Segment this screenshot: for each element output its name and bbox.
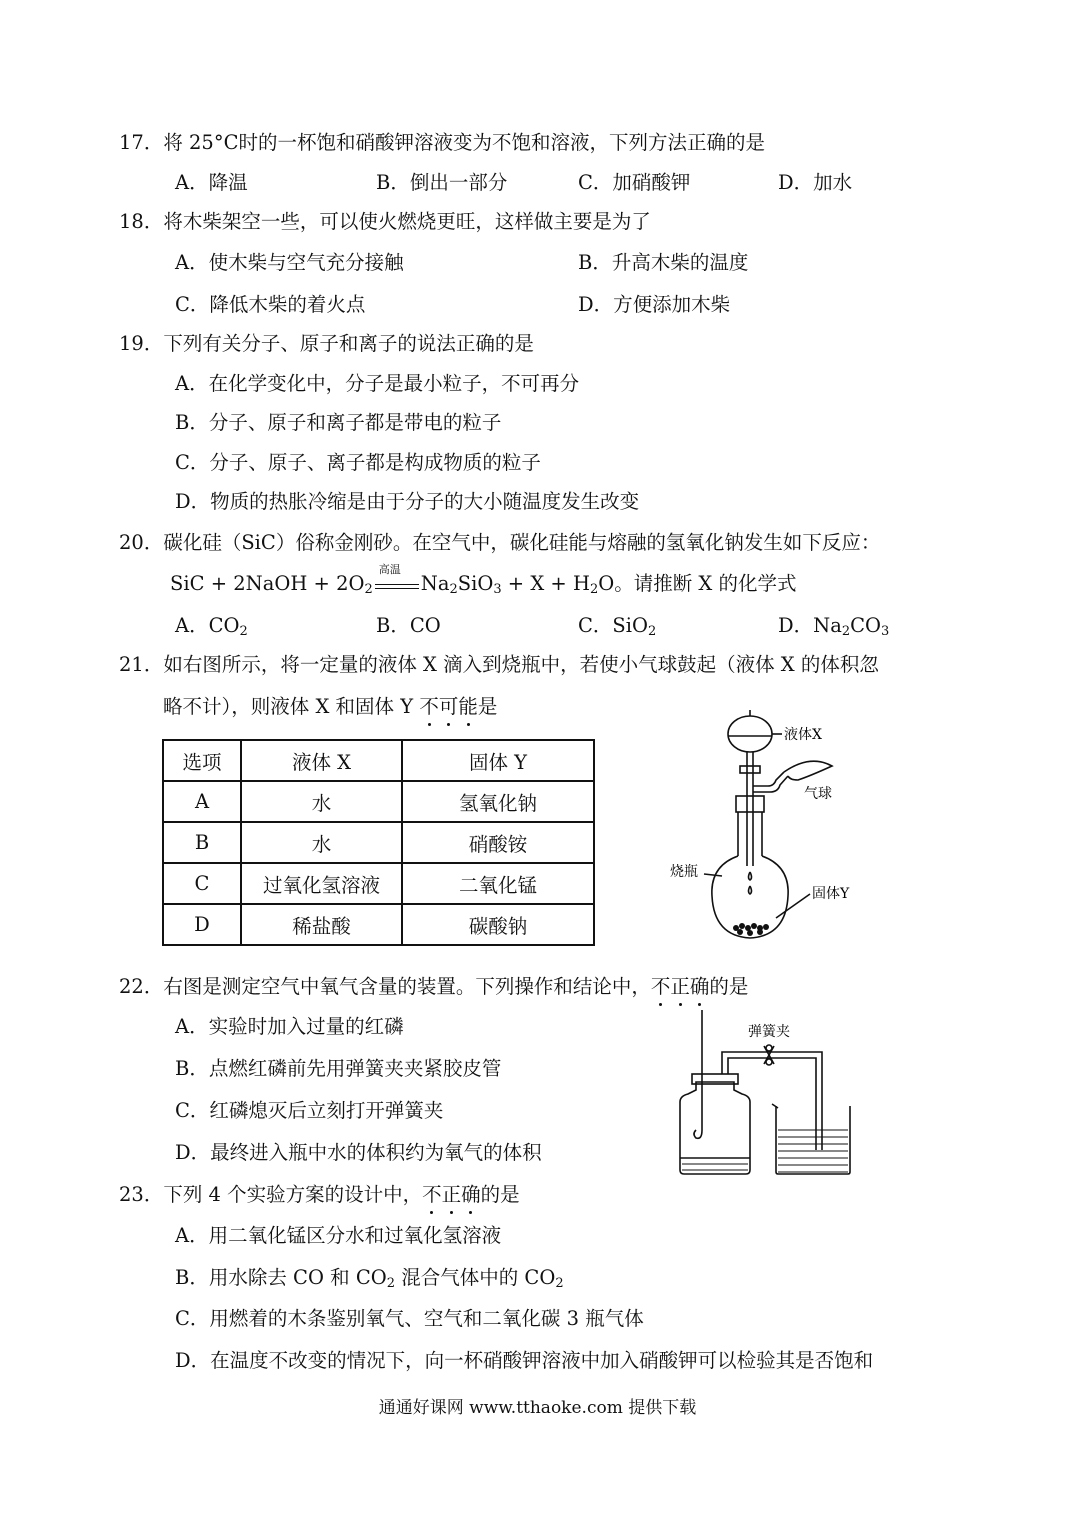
q17-stem: 17．将 25°C时的一杯饱和硝酸钾溶液变为不饱和溶液，下列方法正确的是 (119, 131, 765, 154)
q20-option-b: B．CO (376, 614, 441, 637)
q23-stem: 23．下列 4 个实验方案的设计中，不正确的是 (119, 1183, 520, 1206)
q17-option-d: D．加水 (778, 171, 853, 194)
table-cell: C (163, 863, 241, 904)
table-cell: 过氧化氢溶液 (241, 863, 402, 904)
table-header-row (163, 740, 594, 781)
q17-option-c: C．加硝酸钾 (578, 171, 691, 194)
q18-stem: 18．将木柴架空一些，可以使火燃烧更旺，这样做主要是为了 (119, 210, 651, 233)
q20-equation: SiC + 2NaOH + $2O_2$ 高温 $Na_2SiO_3 + X + H_2O$。请推断 X 的化学式 (170, 562, 797, 597)
q22-option-a: A．实验时加入过量的红磷 (175, 1015, 404, 1038)
q18-option-a: A．使木柴与空气充分接触 (175, 251, 404, 274)
q20-option-d: D．$Na_2CO_3$ (778, 614, 890, 639)
q22-apparatus-figure (672, 1010, 862, 1178)
q23-option-d: D．在温度不改变的情况下，向一杯硝酸钾溶液中加入硝酸钾可以检验其是否饱和 (175, 1349, 874, 1372)
table-cell: 碳酸钠 (402, 904, 594, 945)
q19-option-a: A．在化学变化中，分子是最小粒子，不可再分 (175, 372, 580, 395)
q23-option-c: C．用燃着的木条鉴别氧气、空气和二氧化碳 3 瓶气体 (175, 1307, 644, 1330)
table-cell: 稀盐酸 (241, 904, 402, 945)
label-liquid-x: 液体X (784, 727, 822, 743)
table-header-cell: 液体 X (241, 740, 402, 781)
q21-flask-figure (670, 706, 870, 946)
q18-option-c: C．降低木柴的着火点 (175, 293, 366, 316)
table-cell: 硝酸铵 (402, 822, 594, 863)
q23-option-a: A．用二氧化锰区分水和过氧化氢溶液 (175, 1224, 502, 1247)
q20-condition-label: 高温 (378, 562, 401, 576)
table-cell: 二氧化锰 (402, 863, 594, 904)
q22-stem: 22．右图是测定空气中氧气含量的装置。下列操作和结论中，不正确的是 (119, 975, 749, 998)
table-row (163, 904, 594, 945)
table-row (163, 863, 594, 904)
table-cell: 水 (241, 781, 402, 822)
page-footer: 通通好课网 www.tthaoke.com 提供下载 (378, 1398, 697, 1418)
q18-option-d: D．方便添加木柴 (578, 293, 731, 316)
q18-option-b: B．升高木柴的温度 (578, 251, 749, 274)
table-row (163, 781, 594, 822)
table-header-cell: 选项 (163, 740, 241, 781)
q22-option-d: D．最终进入瓶中水的体积约为氧气的体积 (175, 1141, 542, 1164)
q20-option-a: A．$CO_2$ (175, 614, 248, 639)
label-balloon: 气球 (804, 786, 832, 802)
q20-stem: 20．碳化硅（SiC）俗称金刚砂。在空气中，碳化硅能与熔融的氢氧化钠发生如下反应： (119, 531, 881, 554)
q19-stem: 19．下列有关分子、原子和离子的说法正确的是 (119, 332, 534, 355)
q22-option-c: C．红磷熄灭后立刻打开弹簧夹 (175, 1099, 444, 1122)
label-solid-y: 固体Y (812, 886, 850, 902)
table-row (163, 822, 594, 863)
q21-stem-line2: 略不计），则液体 X 和固体 Y 不可能是 (163, 695, 498, 718)
q20-option-c: C．SiO$_2$ (578, 614, 657, 639)
q19-option-d: D．物质的热胀冷缩是由于分子的大小随温度发生改变 (175, 490, 640, 513)
q23-option-b: B．用水除去 CO 和 $CO_2$ 混合气体中的 $CO_2$ (175, 1266, 564, 1291)
q17-option-b: B．倒出一部分 (376, 171, 508, 194)
q19-option-c: C．分子、原子、离子都是构成物质的粒子 (175, 451, 541, 474)
q22-option-b: B．点燃红磷前先用弹簧夹夹紧胶皮管 (175, 1057, 502, 1080)
label-flask: 烧瓶 (670, 864, 698, 880)
q21-stem-line1: 21．如右图所示，将一定量的液体 X 滴入到烧瓶中，若使小气球鼓起（液体 X 的体积忽 (119, 653, 879, 676)
table-cell: A (163, 781, 241, 822)
label-spring-clip: 弹簧夹 (748, 1024, 790, 1040)
table-header-cell: 固体 Y (402, 740, 594, 781)
table-cell: 氢氧化钠 (402, 781, 594, 822)
q20-condition-arrow (375, 562, 419, 594)
q17-option-a: A．降温 (175, 171, 248, 194)
q21-table (162, 739, 595, 946)
q19-option-b: B．分子、原子和离子都是带电的粒子 (175, 411, 502, 434)
table-cell: D (163, 904, 241, 945)
table-cell: B (163, 822, 241, 863)
table-cell: 水 (241, 822, 402, 863)
